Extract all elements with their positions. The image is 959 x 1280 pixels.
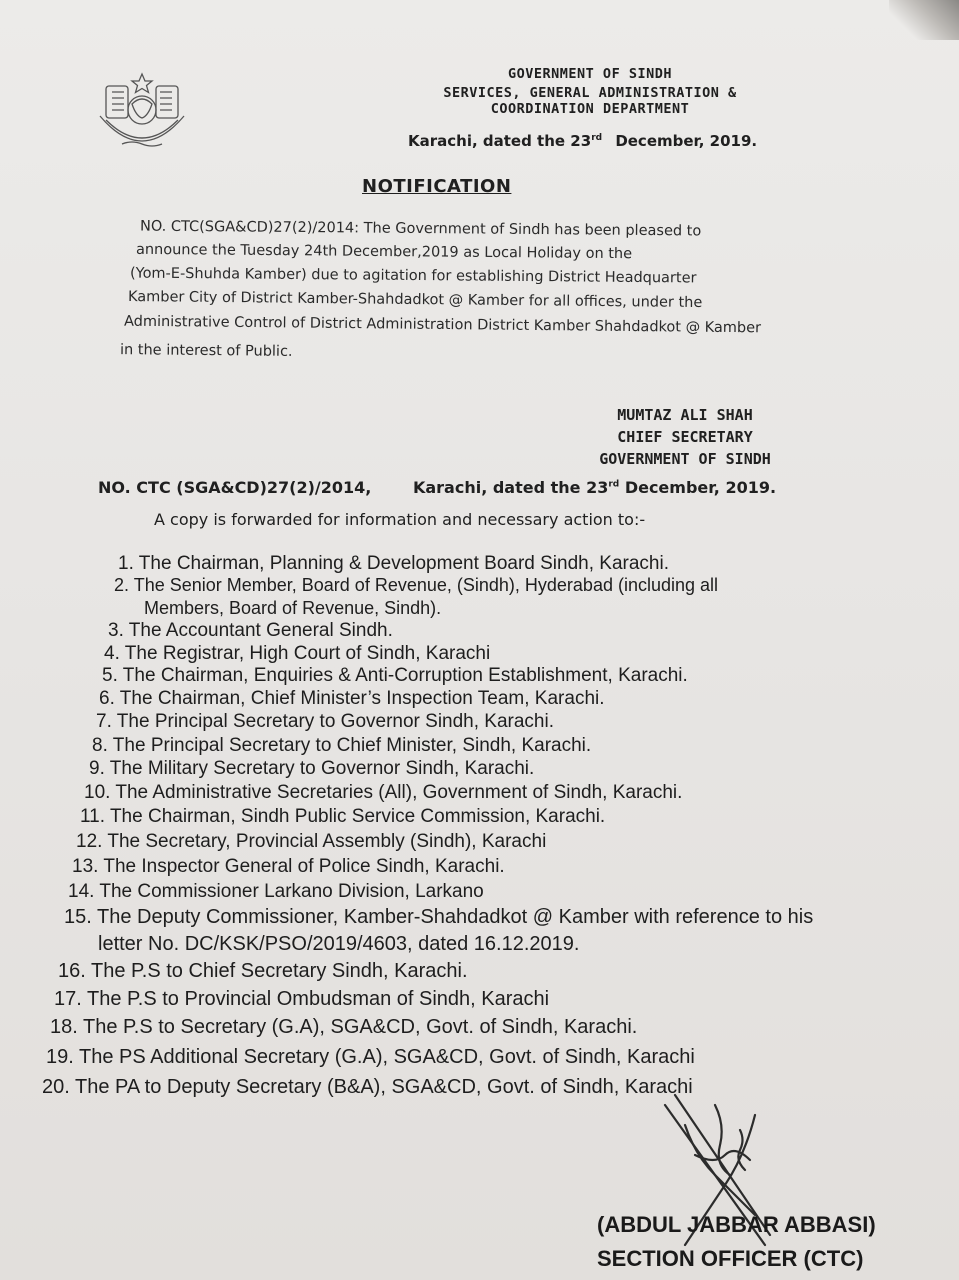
body-line-2: announce the Tuesday 24th December,2019 as Local Holiday on the <box>135 241 633 263</box>
body-line-4: Kamber City of District Kamber-Shahdadkot @ Kamber for all offices, under the <box>127 288 703 312</box>
page-corner-shadow <box>889 0 959 40</box>
body-line-6: in the interest of Public. <box>119 342 293 360</box>
recipient-item-continuation: letter No. DC/KSK/PSO/2019/4603, dated 16.12.2019. <box>98 933 580 955</box>
recipient-item: 16. The P.S to Chief Secretary Sindh, Karachi. <box>58 960 468 982</box>
recipient-item: 3. The Accountant General Sindh. <box>108 620 393 641</box>
document-title: NOTIFICATION <box>362 176 512 197</box>
forward-text: A copy is forwarded for information and necessary action to:- <box>154 510 646 529</box>
recipient-item: 18. The P.S to Secretary (G.A), SGA&CD, Govt. of Sindh, Karachi. <box>50 1016 638 1038</box>
recipient-item: 1. The Chairman, Planning & Development Board Sindh, Karachi. <box>118 553 669 574</box>
body-line-3: (Yom-E-Shuhda Kamber) due to agitation for establishing District Headquarter <box>129 265 697 287</box>
recipient-item: 2. The Senior Member, Board of Revenue, (Sindh), Hyderabad (including all <box>114 575 719 595</box>
recipient-item: 20. The PA to Deputy Secretary (B&A), SGA&CD, Govt. of Sindh, Karachi <box>42 1076 693 1098</box>
body-line-5: Administrative Control of District Administration District Kamber Shahdadkot @ Kamber <box>123 313 762 337</box>
recipient-item: 19. The PS Additional Secretary (G.A), SGA&CD, Govt. of Sindh, Karachi <box>46 1046 695 1068</box>
recipient-item: 17. The P.S to Provincial Ombudsman of Sindh, Karachi <box>54 988 550 1010</box>
recipient-item: 11. The Chairman, Sindh Public Service Commission, Karachi. <box>80 806 606 827</box>
copy-reference-line <box>98 478 776 497</box>
recipient-item: 8. The Principal Secretary to Chief Minister, Sindh, Karachi. <box>92 735 592 756</box>
recipient-item: 13. The Inspector General of Police Sindh, Karachi. <box>72 856 505 877</box>
header-line-1: GOVERNMENT OF SINDH <box>508 66 672 82</box>
copy-reference-number: NO. CTC (SGA&CD)27(2)/2014, <box>98 478 372 497</box>
body-line-1: NO. CTC(SGA&CD)27(2)/2014: The Government of Sindh has been pleased to <box>139 218 702 240</box>
header-date: Karachi, dated the 23rd December, 2019. <box>408 132 758 150</box>
recipient-item: 4. The Registrar, High Court of Sindh, Karachi <box>104 643 491 664</box>
signatory-designation: CHIEF SECRETARY <box>617 428 753 446</box>
recipient-item-continuation: Members, Board of Revenue, Sindh). <box>144 598 442 618</box>
recipient-item: 15. The Deputy Commissioner, Kamber-Shahdadkot @ Kamber with reference to his <box>64 906 814 928</box>
header-line-3: COORDINATION DEPARTMENT <box>490 101 690 117</box>
recipient-item: 9. The Military Secretary to Governor Sindh, Karachi. <box>89 758 535 779</box>
sindh-government-emblem-icon <box>92 68 192 160</box>
recipient-item: 14. The Commissioner Larkano Division, Larkano <box>68 881 484 902</box>
recipient-item: 7. The Principal Secretary to Governor Sindh, Karachi. <box>96 711 555 732</box>
recipient-item: 6. The Chairman, Chief Minister’s Inspection Team, Karachi. <box>99 688 605 709</box>
copy-reference-date: Karachi, dated the 23rd December, 2019. <box>412 478 777 497</box>
signatory-office: GOVERNMENT OF SINDH <box>599 450 771 468</box>
signatory-name: MUMTAZ ALI SHAH <box>617 406 753 424</box>
recipient-item: 10. The Administrative Secretaries (All), Government of Sindh, Karachi. <box>84 782 683 803</box>
section-officer-designation: SECTION OFFICER (CTC) <box>597 1246 864 1271</box>
recipient-item: 5. The Chairman, Enquiries & Anti-Corruption Establishment, Karachi. <box>102 665 688 686</box>
recipient-item: 12. The Secretary, Provincial Assembly (Sindh), Karachi <box>76 831 547 852</box>
section-officer-name: (ABDUL JABBAR ABBASI) <box>597 1212 876 1237</box>
header-line-2: SERVICES, GENERAL ADMINISTRATION & <box>443 85 737 101</box>
